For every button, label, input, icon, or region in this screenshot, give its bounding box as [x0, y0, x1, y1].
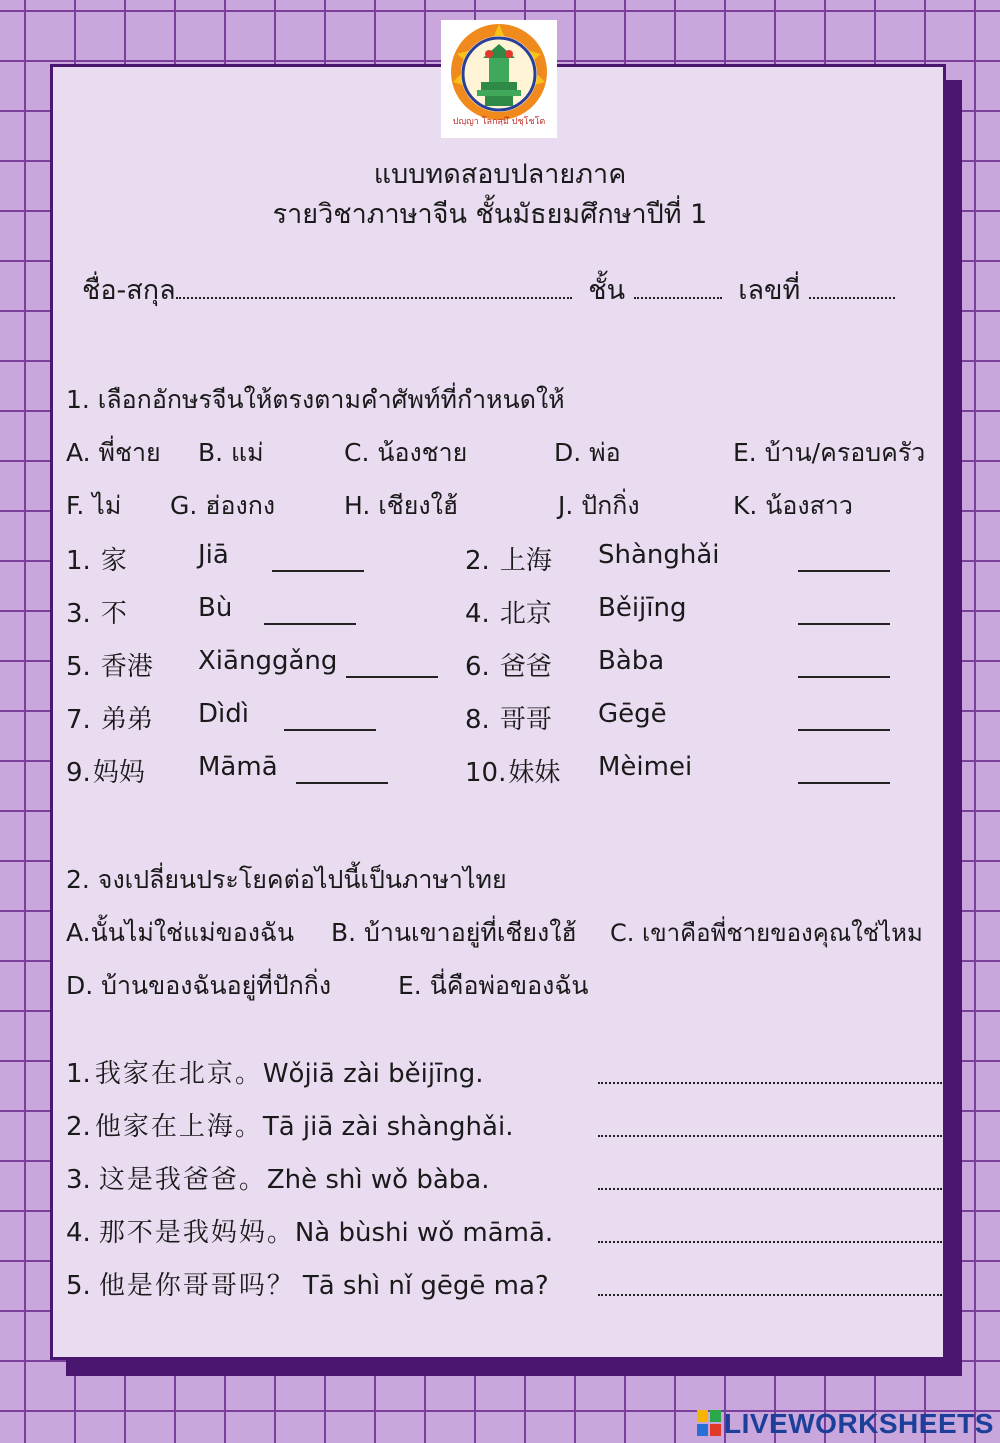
- vocab-item-6: 6. 爸爸: [465, 652, 552, 682]
- vocab-item-1: 1. 家: [66, 546, 127, 576]
- choice-e: E. บ้าน/ครอบครัว: [733, 438, 926, 467]
- translation-line-4[interactable]: [598, 1221, 942, 1243]
- choice-c: C. น้องชาย: [344, 438, 468, 467]
- vocab-item-3: 3. 不: [66, 599, 127, 629]
- exam-subtitle: รายวิชาภาษาจีน ชั้นมัธยมศึกษาปีที่ 1: [272, 199, 708, 230]
- logo-motto: ปญฺญา โลกสฺมึ ปชฺโชโต: [452, 117, 546, 127]
- vocab-pinyin-7: Dìdì: [198, 699, 249, 729]
- choice-g: G. ฮ่องกง: [170, 491, 276, 520]
- school-logo: [441, 20, 557, 138]
- vocab-item-4: 4. 北京: [465, 599, 552, 629]
- choice-h: H. เชียงใฮ้: [344, 491, 459, 520]
- vocab-pinyin-5: Xiānggǎng: [198, 646, 338, 676]
- answer-blank-6[interactable]: [798, 654, 890, 678]
- liveworksheets-watermark: LIVEWORKSHEETS: [724, 1408, 994, 1439]
- vocab-pinyin-6: Bàba: [598, 646, 665, 676]
- class-input-line[interactable]: [634, 277, 722, 299]
- name-label: ชื่อ-สกุล: [82, 275, 176, 306]
- choice-b: B. แม่: [198, 438, 264, 467]
- number-label: เลขที่: [738, 275, 801, 306]
- sentence-choice-e: E. นี่คือพ่อของฉัน: [398, 971, 589, 1000]
- vocab-pinyin-10: Mèimei: [598, 752, 693, 782]
- answer-blank-9[interactable]: [296, 760, 388, 784]
- answer-blank-4[interactable]: [798, 601, 890, 625]
- liveworksheets-logo-icon: [697, 1410, 721, 1436]
- vocab-item-10: 10.妹妹: [465, 758, 561, 788]
- number-input-line[interactable]: [809, 277, 895, 299]
- translation-line-3[interactable]: [598, 1168, 942, 1190]
- translation-line-5[interactable]: [598, 1274, 942, 1296]
- translation-line-1[interactable]: [598, 1062, 942, 1084]
- answer-blank-8[interactable]: [798, 707, 890, 731]
- sentence-1: 1. 我家在北京。Wǒjiā zài běijīng.: [66, 1059, 484, 1089]
- choice-f: F. ไม่: [66, 491, 122, 520]
- sentence-5: 5. 他是你哥哥吗？ Tā shì nǐ gēgē ma?: [66, 1271, 549, 1301]
- vocab-pinyin-8: Gēgē: [598, 699, 667, 729]
- vocab-pinyin-1: Jiā: [198, 540, 229, 570]
- section1-instruction: 1. เลือกอักษรจีนให้ตรงตามคำศัพท์ที่กำหนดให้: [66, 385, 565, 414]
- answer-blank-10[interactable]: [798, 760, 890, 784]
- answer-blank-1[interactable]: [272, 548, 364, 572]
- vocab-item-7: 7. 弟弟: [66, 705, 153, 735]
- sentence-choice-b: B. บ้านเขาอยู่ที่เชียงใฮ้: [331, 918, 577, 947]
- choice-a: A. พี่ชาย: [66, 438, 161, 467]
- answer-blank-5[interactable]: [346, 654, 438, 678]
- vocab-item-8: 8. 哥哥: [465, 705, 552, 735]
- sentence-2: 2. 他家在上海。Tā jiā zài shànghǎi.: [66, 1112, 514, 1142]
- class-label: ชั้น: [588, 275, 626, 306]
- vocab-item-9: 9.妈妈: [66, 758, 145, 788]
- vocab-pinyin-3: Bù: [198, 593, 233, 623]
- vocab-pinyin-9: Māmā: [198, 752, 278, 782]
- exam-title: แบบทดสอบปลายภาค: [373, 159, 627, 190]
- name-row: [82, 268, 895, 311]
- vocab-pinyin-4: Běijīng: [598, 593, 687, 623]
- sentence-choice-a: A.นั้นไม่ใช่แม่ของฉัน: [66, 918, 295, 947]
- answer-blank-7[interactable]: [284, 707, 376, 731]
- name-input-line[interactable]: [176, 277, 572, 299]
- choice-j: J. ปักกิ่ง: [558, 491, 640, 520]
- sentence-3: 3. 这是我爸爸。Zhè shì wǒ bàba.: [66, 1165, 490, 1195]
- sentence-choice-d: D. บ้านของฉันอยู่ที่ปักกิ่ง: [66, 971, 332, 1000]
- answer-blank-2[interactable]: [798, 548, 890, 572]
- section2-instruction: 2. จงเปลี่ยนประโยคต่อไปนี้เป็นภาษาไทย: [66, 865, 507, 894]
- sentence-choice-c: C. เขาคือพี่ชายของคุณใช่ไหม: [610, 919, 923, 947]
- choice-k: K. น้องสาว: [733, 491, 853, 520]
- choice-d: D. พ่อ: [554, 438, 621, 467]
- translation-line-2[interactable]: [598, 1115, 942, 1137]
- vocab-item-5: 5. 香港: [66, 652, 153, 682]
- vocab-item-2: 2. 上海: [465, 546, 552, 576]
- sentence-4: 4. 那不是我妈妈。Nà bùshi wǒ māmā.: [66, 1218, 554, 1248]
- answer-blank-3[interactable]: [264, 601, 356, 625]
- vocab-pinyin-2: Shànghǎi: [598, 540, 720, 570]
